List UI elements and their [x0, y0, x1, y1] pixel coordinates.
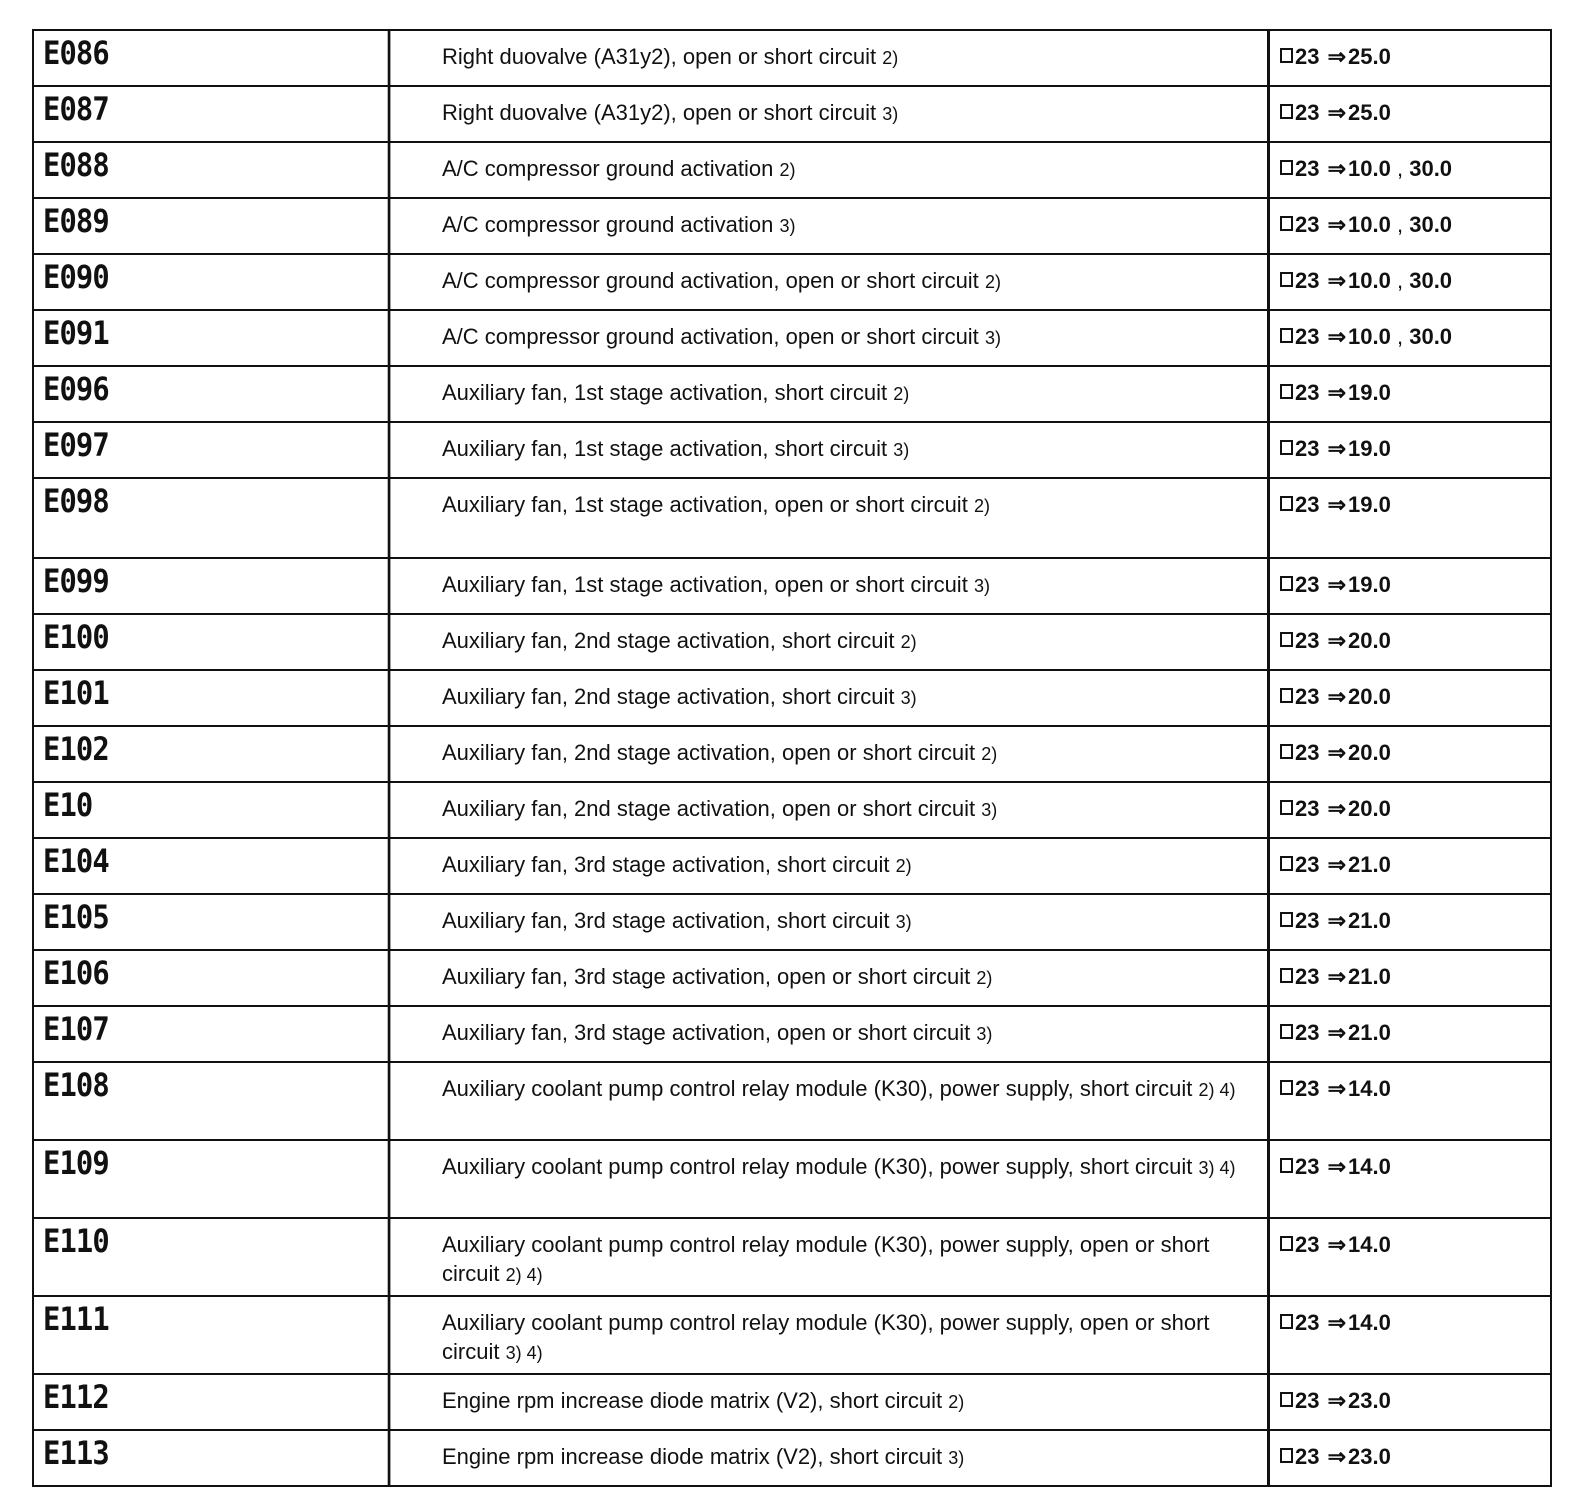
fault-description	[430, 1375, 1270, 1429]
document-box-icon	[1280, 1392, 1293, 1407]
fault-code: E113	[34, 1431, 390, 1485]
fault-description	[430, 1141, 1270, 1217]
reference-number[interactable]: 23	[1295, 1232, 1320, 1257]
reference-number[interactable]: 23	[1295, 324, 1320, 349]
description-text: A/C compressor ground activation	[442, 212, 774, 237]
arrow-right-icon: ⇒	[1327, 100, 1347, 125]
test-step-link[interactable]: 25.0	[1348, 100, 1391, 125]
test-step-link[interactable]: 21.0	[1348, 1020, 1391, 1045]
reference-cell	[1270, 479, 1552, 557]
reference-number[interactable]: 23	[1295, 908, 1320, 933]
footnote-ref: 3)	[981, 800, 998, 820]
footnote-ref: 3)	[893, 440, 910, 460]
description-text: Engine rpm increase diode matrix (V2), short circuit	[442, 1444, 943, 1469]
arrow-right-icon: ⇒	[1327, 268, 1347, 293]
footnote-ref: 2)	[895, 856, 912, 876]
arrow-right-icon: ⇒	[1327, 572, 1347, 597]
document-box-icon	[1280, 1024, 1293, 1039]
fault-description	[430, 479, 1270, 557]
test-step-link[interactable]: 14.0	[1348, 1310, 1391, 1335]
reference-number[interactable]: 23	[1295, 964, 1320, 989]
arrow-right-icon: ⇒	[1327, 908, 1347, 933]
reference-number[interactable]: 23	[1295, 852, 1320, 877]
description-text: Auxiliary coolant pump control relay module (K30), power supply, open or short circuit	[442, 1310, 1210, 1364]
document-box-icon	[1280, 688, 1293, 703]
table-row	[32, 87, 1552, 143]
reference-cell	[1270, 1219, 1552, 1295]
reference-number[interactable]: 23	[1295, 1310, 1320, 1335]
fault-code: E087	[34, 87, 390, 141]
footnote-ref: 2)	[948, 1392, 965, 1412]
fault-description	[430, 1219, 1270, 1295]
fault-description	[430, 1063, 1270, 1139]
footnote-ref: 2)	[779, 160, 796, 180]
table-row	[32, 1297, 1552, 1375]
reference-number[interactable]: 23	[1295, 268, 1320, 293]
document-box-icon	[1280, 160, 1293, 175]
reference-number[interactable]: 23	[1295, 1388, 1320, 1413]
fault-description	[430, 367, 1270, 421]
table-row	[32, 1141, 1552, 1219]
fault-code-table	[32, 29, 1552, 1487]
reference-number[interactable]: 23	[1295, 1020, 1320, 1045]
document-box-icon	[1280, 856, 1293, 871]
footnote-ref: 3)	[882, 104, 899, 124]
arrow-right-icon: ⇒	[1327, 1444, 1347, 1469]
fault-description	[430, 671, 1270, 725]
arrow-right-icon: ⇒	[1327, 1076, 1347, 1101]
test-step-link[interactable]: 14.0	[1348, 1154, 1391, 1179]
test-step-link[interactable]: 10.0	[1348, 212, 1391, 237]
document-box-icon	[1280, 576, 1293, 591]
reference-cell	[1270, 143, 1552, 197]
description-text: Auxiliary fan, 2nd stage activation, short circuit	[442, 684, 895, 709]
footnote-ref: 3) 4)	[505, 1343, 543, 1363]
reference-number[interactable]: 23	[1295, 684, 1320, 709]
footnote-ref: 2) 4)	[505, 1265, 543, 1285]
reference-number[interactable]: 23	[1295, 212, 1320, 237]
table-row	[32, 1219, 1552, 1297]
test-step-link[interactable]: 23.0	[1348, 1444, 1391, 1469]
test-step-link[interactable]: 19.0	[1348, 572, 1391, 597]
document-box-icon	[1280, 496, 1293, 511]
reference-cell	[1270, 839, 1552, 893]
reference-number[interactable]: 23	[1295, 492, 1320, 517]
table-row	[32, 783, 1552, 839]
document-box-icon	[1280, 1236, 1293, 1251]
table-row	[32, 615, 1552, 671]
table-row	[32, 671, 1552, 727]
document-box-icon	[1280, 216, 1293, 231]
reference-cell	[1270, 1063, 1552, 1139]
document-box-icon	[1280, 1158, 1293, 1173]
footnote-ref: 3)	[895, 912, 912, 932]
fault-code: E102	[34, 727, 390, 781]
description-text: Auxiliary fan, 3rd stage activation, open or short circuit	[442, 1020, 971, 1045]
fault-code: E10	[34, 783, 390, 837]
footnote-ref: 2)	[973, 496, 990, 516]
footnote-ref: 2)	[984, 272, 1001, 292]
arrow-right-icon: ⇒	[1327, 1232, 1347, 1257]
test-step-link-extra[interactable]: 30.0	[1409, 156, 1453, 181]
table-row	[32, 1063, 1552, 1141]
reference-cell	[1270, 1375, 1552, 1429]
table-row	[32, 1375, 1552, 1431]
test-step-link[interactable]: 19.0	[1348, 380, 1391, 405]
test-step-link[interactable]: 21.0	[1348, 964, 1391, 989]
arrow-right-icon: ⇒	[1327, 852, 1347, 877]
table-row	[32, 895, 1552, 951]
separator: ,	[1390, 212, 1410, 237]
description-text: Auxiliary fan, 2nd stage activation, short circuit	[442, 628, 895, 653]
fault-description	[430, 1431, 1270, 1485]
fault-code: E105	[34, 895, 390, 949]
test-step-link[interactable]: 25.0	[1348, 44, 1391, 69]
reference-cell	[1270, 87, 1552, 141]
fault-description	[430, 87, 1270, 141]
footnote-ref: 2)	[882, 48, 899, 68]
reference-cell	[1270, 199, 1552, 253]
fault-description	[430, 783, 1270, 837]
reference-cell	[1270, 1141, 1552, 1217]
table-row	[32, 367, 1552, 423]
document-box-icon	[1280, 800, 1293, 815]
test-step-link-extra[interactable]: 30.0	[1409, 212, 1453, 237]
fault-code: E096	[34, 367, 390, 421]
document-box-icon	[1280, 272, 1293, 287]
fault-code: E090	[34, 255, 390, 309]
arrow-right-icon: ⇒	[1327, 436, 1347, 461]
fault-description	[430, 1297, 1270, 1373]
fault-description	[430, 839, 1270, 893]
table-row	[32, 199, 1552, 255]
test-step-link[interactable]: 10.0	[1348, 324, 1391, 349]
fault-description	[430, 615, 1270, 669]
reference-number[interactable]: 23	[1295, 1154, 1320, 1179]
separator: ,	[1390, 156, 1410, 181]
footnote-ref: 2) 4)	[1198, 1080, 1236, 1100]
document-box-icon	[1280, 1314, 1293, 1329]
footnote-ref: 2)	[893, 384, 910, 404]
arrow-right-icon: ⇒	[1327, 1020, 1347, 1045]
description-text: Auxiliary fan, 1st stage activation, short circuit	[442, 436, 888, 461]
fault-code: E088	[34, 143, 390, 197]
separator: ,	[1390, 268, 1410, 293]
test-step-link[interactable]: 19.0	[1348, 492, 1391, 517]
arrow-right-icon: ⇒	[1327, 44, 1347, 69]
arrow-right-icon: ⇒	[1327, 796, 1347, 821]
document-box-icon	[1280, 440, 1293, 455]
test-step-link[interactable]: 20.0	[1348, 628, 1391, 653]
arrow-right-icon: ⇒	[1327, 740, 1347, 765]
arrow-right-icon: ⇒	[1327, 964, 1347, 989]
fault-code: E091	[34, 311, 390, 365]
test-step-link[interactable]: 20.0	[1348, 796, 1391, 821]
document-box-icon	[1280, 48, 1293, 63]
test-step-link[interactable]: 21.0	[1348, 908, 1391, 933]
test-step-link[interactable]: 21.0	[1348, 852, 1391, 877]
reference-cell	[1270, 1297, 1552, 1373]
reference-cell	[1270, 559, 1552, 613]
arrow-right-icon: ⇒	[1327, 684, 1347, 709]
document-box-icon	[1280, 632, 1293, 647]
test-step-link[interactable]: 19.0	[1348, 436, 1391, 461]
reference-cell	[1270, 255, 1552, 309]
description-text: Auxiliary fan, 3rd stage activation, short circuit	[442, 852, 890, 877]
arrow-right-icon: ⇒	[1327, 1388, 1347, 1413]
footnote-ref: 2)	[900, 632, 917, 652]
reference-cell	[1270, 951, 1552, 1005]
reference-cell	[1270, 367, 1552, 421]
description-text: Auxiliary fan, 1st stage activation, short circuit	[442, 380, 888, 405]
fault-code: E097	[34, 423, 390, 477]
description-text: Engine rpm increase diode matrix (V2), short circuit	[442, 1388, 943, 1413]
reference-number[interactable]: 23	[1295, 796, 1320, 821]
fault-description	[430, 895, 1270, 949]
arrow-right-icon: ⇒	[1327, 380, 1347, 405]
document-box-icon	[1280, 104, 1293, 119]
description-text: A/C compressor ground activation, open or short circuit	[442, 324, 979, 349]
fault-code: E110	[34, 1219, 390, 1295]
fault-code: E086	[34, 31, 390, 85]
footnote-ref: 3)	[900, 688, 917, 708]
fault-description	[430, 951, 1270, 1005]
reference-number[interactable]: 23	[1295, 380, 1320, 405]
fault-code: E098	[34, 479, 390, 557]
test-step-link[interactable]: 20.0	[1348, 684, 1391, 709]
fault-code: E104	[34, 839, 390, 893]
arrow-right-icon: ⇒	[1327, 1154, 1347, 1179]
fault-code: E089	[34, 199, 390, 253]
document-box-icon	[1280, 912, 1293, 927]
reference-number[interactable]: 23	[1295, 156, 1320, 181]
document-box-icon	[1280, 328, 1293, 343]
arrow-right-icon: ⇒	[1327, 156, 1347, 181]
document-box-icon	[1280, 968, 1293, 983]
table-row	[32, 255, 1552, 311]
document-box-icon	[1280, 1080, 1293, 1095]
description-text: A/C compressor ground activation, open or short circuit	[442, 268, 979, 293]
reference-cell	[1270, 31, 1552, 85]
test-step-link[interactable]: 14.0	[1348, 1076, 1391, 1101]
reference-cell	[1270, 783, 1552, 837]
footnote-ref: 3) 4)	[1198, 1158, 1236, 1178]
arrow-right-icon: ⇒	[1327, 1310, 1347, 1335]
fault-code: E106	[34, 951, 390, 1005]
fault-description	[430, 727, 1270, 781]
reference-cell	[1270, 423, 1552, 477]
reference-number[interactable]: 23	[1295, 100, 1320, 125]
reference-number[interactable]: 23	[1295, 740, 1320, 765]
description-text: Auxiliary fan, 3rd stage activation, short circuit	[442, 908, 890, 933]
arrow-right-icon: ⇒	[1327, 212, 1347, 237]
description-text: Auxiliary fan, 2nd stage activation, open or short circuit	[442, 796, 976, 821]
arrow-right-icon: ⇒	[1327, 324, 1347, 349]
footnote-ref: 3)	[948, 1448, 965, 1468]
fault-description	[430, 199, 1270, 253]
description-text: Auxiliary fan, 1st stage activation, open or short circuit	[442, 572, 968, 597]
fault-description	[430, 31, 1270, 85]
description-text: Auxiliary coolant pump control relay module (K30), power supply, short circuit	[442, 1076, 1193, 1101]
test-step-link[interactable]: 14.0	[1348, 1232, 1391, 1257]
reference-cell	[1270, 1007, 1552, 1061]
arrow-right-icon: ⇒	[1327, 492, 1347, 517]
table-row	[32, 839, 1552, 895]
footnote-ref: 3)	[779, 216, 796, 236]
fault-description	[430, 1007, 1270, 1061]
fault-description	[430, 255, 1270, 309]
footnote-ref: 2)	[976, 968, 993, 988]
document-box-icon	[1280, 384, 1293, 399]
description-text: Auxiliary coolant pump control relay module (K30), power supply, open or short circuit	[442, 1232, 1210, 1286]
footnote-ref: 3)	[973, 576, 990, 596]
table-row	[32, 1007, 1552, 1063]
reference-cell	[1270, 1431, 1552, 1485]
table-row	[32, 1431, 1552, 1487]
fault-code: E111	[34, 1297, 390, 1373]
footnote-ref: 3)	[984, 328, 1001, 348]
table-row	[32, 727, 1552, 783]
fault-description	[430, 559, 1270, 613]
reference-number[interactable]: 23	[1295, 628, 1320, 653]
description-text: Auxiliary fan, 1st stage activation, open or short circuit	[442, 492, 968, 517]
fault-description	[430, 311, 1270, 365]
description-text: Auxiliary coolant pump control relay module (K30), power supply, short circuit	[442, 1154, 1193, 1179]
fault-code: E112	[34, 1375, 390, 1429]
table-row	[32, 479, 1552, 559]
test-step-link-extra[interactable]: 30.0	[1409, 324, 1453, 349]
footnote-ref: 3)	[976, 1024, 993, 1044]
separator: ,	[1390, 324, 1410, 349]
fault-description	[430, 423, 1270, 477]
description-text: Right duovalve (A31y2), open or short circuit	[442, 100, 877, 125]
document-box-icon	[1280, 1448, 1293, 1463]
fault-code: E107	[34, 1007, 390, 1061]
table-row	[32, 143, 1552, 199]
reference-cell	[1270, 311, 1552, 365]
test-step-link-extra[interactable]: 30.0	[1409, 268, 1453, 293]
description-text: Auxiliary fan, 2nd stage activation, open or short circuit	[442, 740, 976, 765]
test-step-link[interactable]: 23.0	[1348, 1388, 1391, 1413]
table-row	[32, 559, 1552, 615]
reference-cell	[1270, 615, 1552, 669]
footnote-ref: 2)	[981, 744, 998, 764]
reference-number[interactable]: 23	[1295, 1444, 1320, 1469]
table-row	[32, 951, 1552, 1007]
test-step-link[interactable]: 10.0	[1348, 268, 1391, 293]
test-step-link[interactable]: 10.0	[1348, 156, 1391, 181]
description-text: Auxiliary fan, 3rd stage activation, open or short circuit	[442, 964, 971, 989]
test-step-link[interactable]: 20.0	[1348, 740, 1391, 765]
reference-number[interactable]: 23	[1295, 436, 1320, 461]
table-row	[32, 31, 1552, 87]
fault-code: E108	[34, 1063, 390, 1139]
reference-number[interactable]: 23	[1295, 1076, 1320, 1101]
table-row	[32, 423, 1552, 479]
fault-code: E109	[34, 1141, 390, 1217]
document-box-icon	[1280, 744, 1293, 759]
reference-cell	[1270, 727, 1552, 781]
fault-description	[430, 143, 1270, 197]
fault-code: E099	[34, 559, 390, 613]
arrow-right-icon: ⇒	[1327, 628, 1347, 653]
reference-cell	[1270, 895, 1552, 949]
reference-number[interactable]: 23	[1295, 572, 1320, 597]
description-text: A/C compressor ground activation	[442, 156, 774, 181]
table-row	[32, 311, 1552, 367]
reference-cell	[1270, 671, 1552, 725]
description-text: Right duovalve (A31y2), open or short circuit	[442, 44, 877, 69]
fault-code: E101	[34, 671, 390, 725]
reference-number[interactable]: 23	[1295, 44, 1320, 69]
fault-code: E100	[34, 615, 390, 669]
